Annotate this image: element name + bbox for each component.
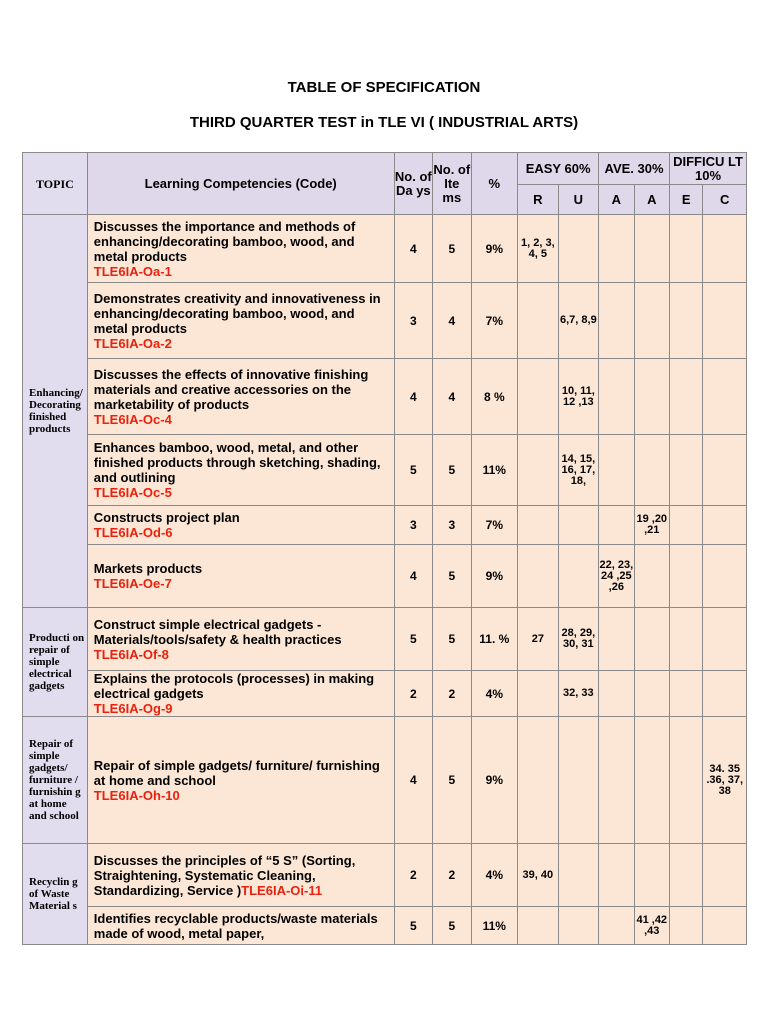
table-row: [23, 844, 747, 907]
competency-cell: [87, 608, 394, 671]
percent-cell: 9%: [471, 545, 518, 608]
table-row: [23, 506, 747, 545]
a-apply-cell: [599, 671, 634, 717]
competency-code: TLE6IA-Og-9: [93, 701, 173, 716]
r-cell: [518, 907, 559, 945]
header-row: [23, 153, 747, 185]
competency-code: TLE6IA-Oa-1: [93, 263, 172, 279]
competency-code: TLE6IA-Oh-10: [93, 787, 180, 803]
e-cell: [670, 506, 703, 545]
a-apply-cell: [599, 907, 634, 945]
percent-cell: 9%: [471, 717, 518, 844]
days-cell: 5: [394, 608, 432, 671]
items-cell: 2: [433, 844, 471, 907]
percent-cell: 11%: [471, 435, 518, 506]
items-cell: 5: [433, 717, 471, 844]
competency-text: Explains the protocols (processes) in making electrical gadgets: [93, 671, 375, 701]
competency-code: TLE6IA-Oc-5: [93, 485, 172, 500]
u-cell: [558, 215, 599, 283]
e-cell: [670, 359, 703, 435]
e-cell: [670, 435, 703, 506]
header-a-apply: A: [599, 185, 634, 215]
days-cell: 4: [394, 717, 432, 844]
competency-cell: [87, 506, 394, 545]
a-analyze-cell: 41 ,42 ,43: [634, 907, 669, 945]
days-cell: 3: [394, 506, 432, 545]
r-cell: [518, 506, 559, 545]
days-cell: 3: [394, 283, 432, 359]
topic-cell: Repair of simple gadgets/ furniture / furnishin g at home and school: [23, 717, 88, 844]
items-cell: 2: [433, 671, 471, 717]
c-cell: 34. 35 .36, 37, 38: [703, 717, 747, 844]
header-items: No. of Ite ms: [433, 153, 471, 215]
e-cell: [670, 717, 703, 844]
a-apply-cell: [599, 283, 634, 359]
e-cell: [670, 608, 703, 671]
competency-text: Identifies recyclable products/waste materials made of wood, metal paper,: [93, 910, 378, 941]
competency-code: TLE6IA-Oe-7: [93, 576, 172, 591]
document-subtitle: THIRD QUARTER TEST in TLE VI ( INDUSTRIAL ARTS): [189, 114, 579, 131]
c-cell: [703, 215, 747, 283]
c-cell: [703, 844, 747, 907]
table-row: [23, 435, 747, 506]
r-cell: 27: [518, 608, 559, 671]
table-row: [23, 608, 747, 671]
competency-text: Construct simple electrical gadgets -Materials/tools/safety & health practices: [93, 616, 342, 647]
e-cell: [670, 215, 703, 283]
topic-cell: Recyclin g of Waste Material s: [23, 844, 88, 945]
e-cell: [670, 907, 703, 945]
competency-cell: [87, 907, 394, 945]
header-topic: TOPIC: [23, 153, 88, 215]
days-cell: 2: [394, 844, 432, 907]
a-analyze-cell: [634, 671, 669, 717]
a-analyze-cell: [634, 435, 669, 506]
a-analyze-cell: [634, 359, 669, 435]
competency-code: TLE6IA-Oi-11: [241, 882, 323, 898]
r-cell: [518, 671, 559, 717]
items-cell: 5: [433, 545, 471, 608]
days-cell: 4: [394, 359, 432, 435]
u-cell: 28, 29, 30, 31: [558, 608, 599, 671]
a-analyze-cell: [634, 608, 669, 671]
competency-code: TLE6IA-Of-8: [93, 646, 169, 662]
a-analyze-cell: [634, 283, 669, 359]
competency-cell: [87, 435, 394, 506]
days-cell: 4: [394, 215, 432, 283]
competency-text: Discusses the importance and methods of enhancing/decorating bamboo, wood, and metal products: [93, 218, 356, 264]
competency-text: Markets products: [93, 561, 203, 576]
a-analyze-cell: [634, 717, 669, 844]
table-row: [23, 283, 747, 359]
days-cell: 2: [394, 671, 432, 717]
a-analyze-cell: [634, 844, 669, 907]
competency-cell: [87, 359, 394, 435]
c-cell: [703, 435, 747, 506]
competency-text: Repair of simple gadgets/ furniture/ furnishing at home and school: [93, 757, 380, 788]
header-e: E: [670, 185, 703, 215]
a-apply-cell: [599, 435, 634, 506]
u-cell: [558, 844, 599, 907]
items-cell: 4: [433, 283, 471, 359]
a-apply-cell: [599, 215, 634, 283]
u-cell: [558, 506, 599, 545]
header-days: No. of Da ys: [394, 153, 432, 215]
a-apply-cell: [599, 844, 634, 907]
header-difficult: DIFFICU LT 10%: [670, 153, 747, 185]
e-cell: [670, 283, 703, 359]
items-cell: 5: [433, 215, 471, 283]
c-cell: [703, 359, 747, 435]
table-row: [23, 359, 747, 435]
c-cell: [703, 506, 747, 545]
table-row: [23, 545, 747, 608]
a-analyze-cell: 19 ,20 ,21: [634, 506, 669, 545]
header-competencies: Learning Competencies (Code): [87, 153, 394, 215]
table-row: [23, 215, 747, 283]
header-easy: EASY 60%: [518, 153, 599, 185]
header-r: R: [518, 185, 559, 215]
competency-code: TLE6IA-Oa-2: [93, 335, 172, 351]
items-cell: 3: [433, 506, 471, 545]
percent-cell: 8 %: [471, 359, 518, 435]
competency-text: Demonstrates creativity and innovativeness in enhancing/decorating bamboo, wood, and metal products: [93, 290, 381, 336]
u-cell: [558, 545, 599, 608]
competency-cell: [87, 717, 394, 844]
u-cell: 6,7, 8,9: [558, 283, 599, 359]
r-cell: [518, 283, 559, 359]
u-cell: [558, 907, 599, 945]
items-cell: 5: [433, 608, 471, 671]
days-cell: 4: [394, 545, 432, 608]
competency-code: TLE6IA-Od-6: [93, 525, 173, 540]
a-apply-cell: [599, 359, 634, 435]
c-cell: [703, 608, 747, 671]
a-apply-cell: 22, 23, 24 ,25 ,26: [599, 545, 634, 608]
header-a-analyze: A: [634, 185, 669, 215]
competency-cell: [87, 283, 394, 359]
u-cell: 32, 33: [558, 671, 599, 717]
days-cell: 5: [394, 435, 432, 506]
e-cell: [670, 671, 703, 717]
header-ave: AVE. 30%: [599, 153, 670, 185]
a-apply-cell: [599, 608, 634, 671]
u-cell: 14, 15, 16, 17, 18,: [558, 435, 599, 506]
e-cell: [670, 545, 703, 608]
competency-cell: [87, 215, 394, 283]
competency-text: Discusses the effects of innovative finishing materials and creative accessories on the marketability of products: [93, 366, 369, 412]
percent-cell: 9%: [471, 215, 518, 283]
percent-cell: 11. %: [471, 608, 518, 671]
competency-text: Constructs project plan: [93, 510, 240, 525]
c-cell: [703, 671, 747, 717]
a-apply-cell: [599, 717, 634, 844]
a-apply-cell: [599, 506, 634, 545]
table-row: [23, 907, 747, 945]
competency-cell: [87, 671, 394, 717]
header-c: C: [703, 185, 747, 215]
competency-code: TLE6IA-Oc-4: [93, 411, 172, 427]
percent-cell: 4%: [471, 844, 518, 907]
e-cell: [670, 844, 703, 907]
percent-cell: 7%: [471, 506, 518, 545]
r-cell: [518, 359, 559, 435]
u-cell: 10, 11, 12 ,13: [558, 359, 599, 435]
competency-cell: [87, 844, 394, 907]
specification-table: [22, 152, 747, 945]
r-cell: 39, 40: [518, 844, 559, 907]
items-cell: 4: [433, 359, 471, 435]
percent-cell: 7%: [471, 283, 518, 359]
r-cell: 1, 2, 3, 4, 5: [518, 215, 559, 283]
competency-text: Enhances bamboo, wood, metal, and other finished products through sketching, shading, and outlining: [93, 440, 381, 485]
document-title: TABLE OF SPECIFICATION: [287, 79, 481, 96]
u-cell: [558, 717, 599, 844]
competency-text: Discusses the principles of “5 S” (Sorting, Straightening, Systematic Cleaning, Standardizing, Service ): [93, 852, 356, 898]
c-cell: [703, 545, 747, 608]
a-analyze-cell: [634, 215, 669, 283]
table-row: [23, 717, 747, 844]
header-u: U: [558, 185, 599, 215]
r-cell: [518, 435, 559, 506]
percent-cell: 4%: [471, 671, 518, 717]
c-cell: [703, 283, 747, 359]
c-cell: [703, 907, 747, 945]
days-cell: 5: [394, 907, 432, 945]
topic-cell: Producti on repair of simple electrical gadgets: [23, 608, 88, 717]
table-row: [23, 671, 747, 717]
percent-cell: 11%: [471, 907, 518, 945]
items-cell: 5: [433, 907, 471, 945]
r-cell: [518, 545, 559, 608]
a-analyze-cell: [634, 545, 669, 608]
items-cell: 5: [433, 435, 471, 506]
competency-cell: [87, 545, 394, 608]
header-percent: %: [471, 153, 518, 215]
r-cell: [518, 717, 559, 844]
topic-cell: Enhancing/ Decorating finished products: [23, 215, 88, 608]
